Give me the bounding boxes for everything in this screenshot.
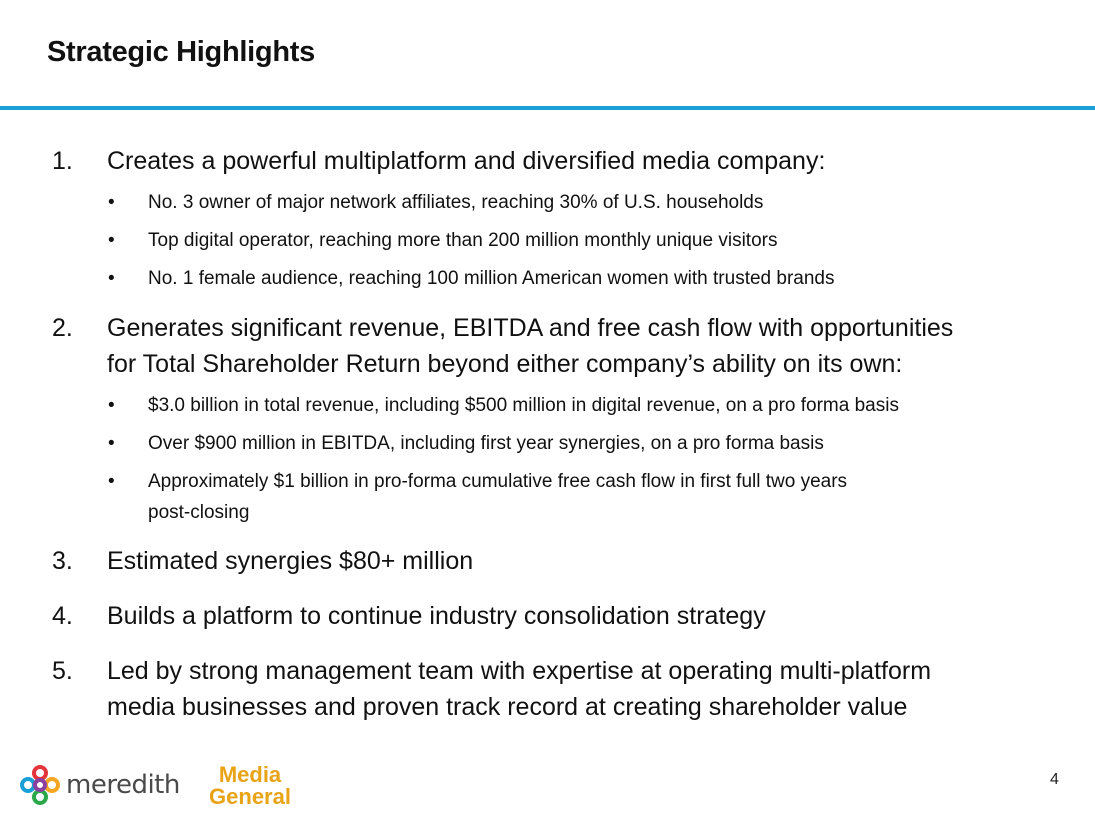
sub-bullet-text: Approximately $1 billion in pro-forma cumulative free cash flow in first full two years — [148, 471, 848, 492]
sub-bullet-text: No. 1 female audience, reaching 100 million American women with trusted brands — [148, 268, 835, 289]
sub-bullet-text: Over $900 million in EBITDA, including first year synergies, on a pro forma basis — [148, 433, 824, 454]
item-text: media businesses and proven track record at creating shareholder value — [107, 693, 908, 721]
slide-title: Strategic Highlights — [47, 36, 315, 68]
item-text: Led by strong management team with expertise at operating multi-platform — [107, 657, 932, 685]
page-number: 4 — [1050, 771, 1059, 788]
item-text: Generates significant revenue, EBITDA and free cash flow with opportunities — [107, 314, 954, 342]
media-general-line2: General — [209, 784, 291, 808]
item-number: 5. — [52, 657, 73, 685]
sub-bullet-text: $3.0 billion in total revenue, including $500 million in digital revenue, on a pro forma basis — [148, 395, 899, 416]
bullet-marker: • — [108, 230, 115, 251]
sub-bullet-text: post-closing — [148, 502, 250, 523]
media-general-logo — [202, 762, 298, 808]
meredith-logo — [20, 764, 180, 806]
item-text: for Total Shareholder Return beyond either company’s ability on its own: — [107, 350, 903, 378]
media-general-line1: Media — [218, 762, 282, 787]
bullet-marker: • — [108, 433, 115, 454]
bullet-marker: • — [108, 268, 115, 289]
item-text: Builds a platform to continue industry consolidation strategy — [107, 602, 766, 630]
meredith-knot-icon — [20, 765, 60, 805]
bullet-marker: • — [108, 471, 115, 492]
item-number: 1. — [52, 147, 73, 175]
sub-bullet-text: Top digital operator, reaching more than 200 million monthly unique visitors — [148, 230, 778, 251]
sub-bullet-text: No. 3 owner of major network affiliates, reaching 30% of U.S. households — [148, 192, 764, 213]
item-number: 4. — [52, 602, 73, 630]
bullet-marker: • — [108, 192, 115, 213]
meredith-wordmark: meredith — [66, 770, 180, 800]
item-text: Estimated synergies $80+ million — [107, 547, 474, 575]
item-number: 2. — [52, 314, 73, 342]
item-number: 3. — [52, 547, 73, 575]
item-text: Creates a powerful multiplatform and diversified media company: — [107, 147, 826, 175]
bullet-marker: • — [108, 395, 115, 416]
